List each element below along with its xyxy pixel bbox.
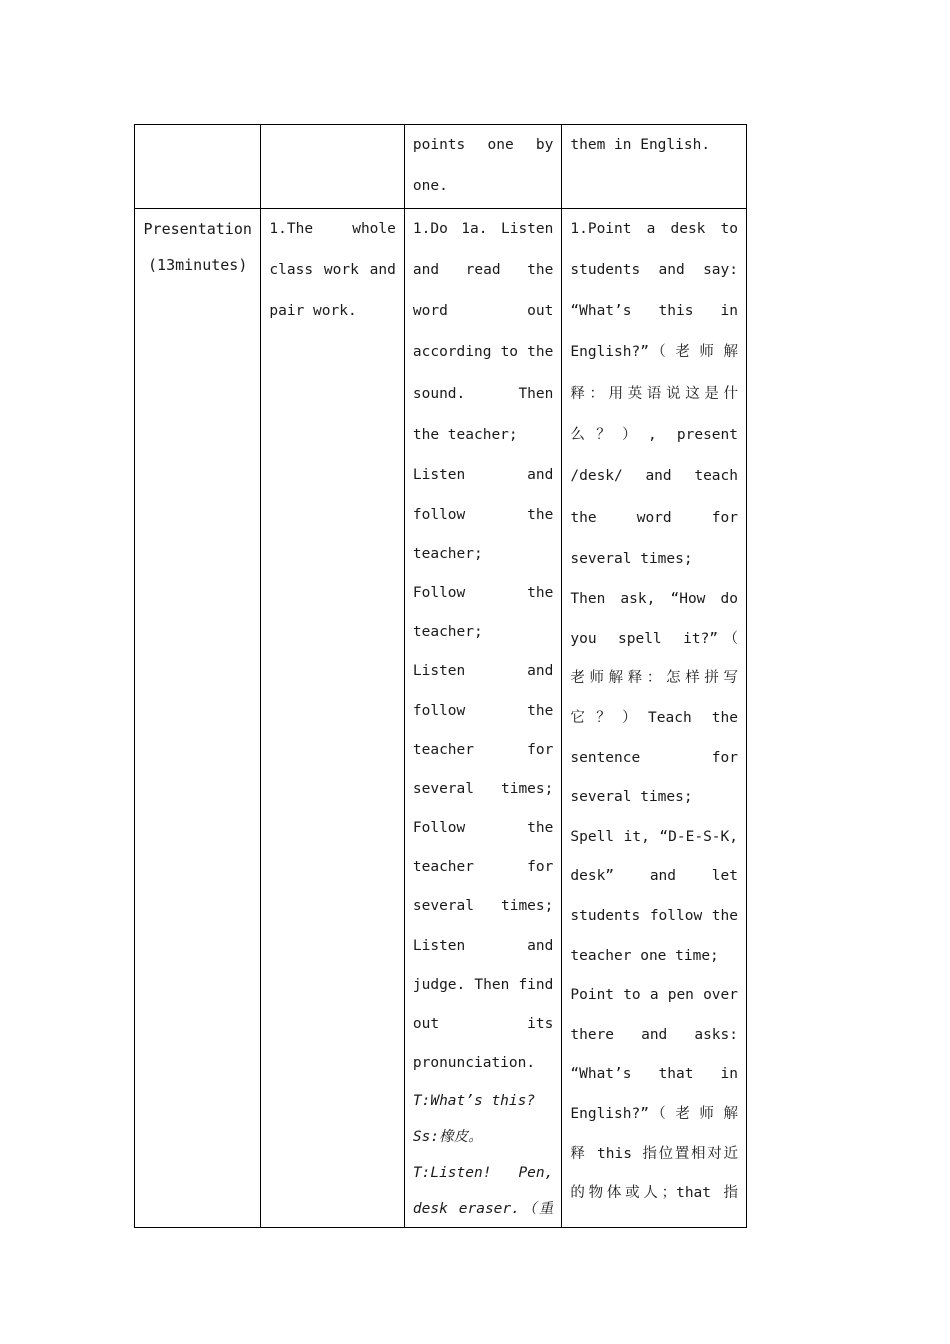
lesson-plan-table <box>134 124 747 1228</box>
text-line: 释 this 指位置相对近 <box>570 1145 738 1162</box>
text-line: the teacher; <box>412 427 518 444</box>
text-line: pronunciation. <box>412 1055 536 1072</box>
stage-title: Presentation <box>143 219 252 238</box>
text-line: out its <box>412 1016 554 1033</box>
text-line: Follow the <box>412 584 554 601</box>
text-line: points one by <box>412 137 554 153</box>
text-line: sentence for <box>570 749 738 766</box>
text-line: teacher for <box>412 859 554 876</box>
text-line: 么？）, present <box>570 427 738 444</box>
student-activity-cell <box>404 125 562 209</box>
text-line: several times; <box>412 898 554 915</box>
table-row <box>135 125 747 209</box>
text-line: teacher; <box>412 624 483 641</box>
text-line: Listen and <box>412 467 554 484</box>
text-line: the word for <box>570 509 738 526</box>
text-line: desk eraser.（重 <box>412 1201 554 1218</box>
text-line: one. <box>412 178 448 195</box>
text-line: pair work. <box>269 303 357 320</box>
text-line: 老师解释：怎样拼写 <box>570 670 738 687</box>
text-line: according to the <box>412 344 554 361</box>
student-activity-cell <box>404 208 562 1228</box>
text-line: 释：用英语说这是什 <box>570 385 738 402</box>
text-line: Then ask, “How do <box>570 591 738 608</box>
text-line: teacher for <box>412 741 554 758</box>
text-line: several times; <box>570 789 693 806</box>
text-line: Spell it, “D-E-S-K, <box>570 828 738 845</box>
text-line: T:What’s this? <box>412 1093 536 1110</box>
teacher-activity-cell <box>562 208 747 1228</box>
text-line: follow the <box>412 702 554 719</box>
text-line: students and say: <box>570 261 738 278</box>
text-line: Follow the <box>412 820 554 837</box>
text-line: Listen and <box>412 663 554 680</box>
text-line: class work and <box>269 261 396 278</box>
text-line: 1.Point a desk to <box>570 220 738 237</box>
text-line: Point to a pen over <box>570 987 738 1004</box>
text-line: 1.The whole <box>269 220 396 237</box>
mode-cell <box>261 125 404 209</box>
text-line: students follow the <box>570 908 738 925</box>
text-line: them in English. <box>570 137 711 153</box>
text-line: T:Listen! Pen, <box>412 1165 554 1182</box>
text-line: several times; <box>412 780 554 797</box>
text-line: English?”（老师解 <box>570 1105 738 1122</box>
text-line: 1.Do 1a. Listen <box>412 220 554 237</box>
text-line: word out <box>412 303 554 320</box>
text-line: you spell it?”（ <box>570 630 738 647</box>
text-line: teacher one time; <box>570 947 719 964</box>
text-line: and read the <box>412 261 554 278</box>
text-line: follow the <box>412 506 554 523</box>
table-row <box>135 208 747 1228</box>
teacher-activity-cell <box>562 125 747 209</box>
text-line: Ss:橡皮。 <box>412 1129 483 1146</box>
stage-cell <box>135 125 261 209</box>
text-line: teacher; <box>412 545 483 562</box>
text-line: “What’s this in <box>570 303 738 320</box>
text-line: 它？）Teach the <box>570 710 738 727</box>
mode-cell <box>261 208 404 1228</box>
text-line: there and asks: <box>570 1026 738 1043</box>
stage-cell <box>135 208 261 1228</box>
text-line: desk” and let <box>570 868 738 885</box>
text-line: “What’s that in <box>570 1066 738 1083</box>
text-line: 的物体或人；that 指 <box>570 1185 738 1202</box>
text-line: several times; <box>570 550 693 567</box>
text-line: Listen and <box>412 937 554 954</box>
text-line: English?”（老师解 <box>570 344 738 361</box>
text-line: /desk/ and teach <box>570 468 738 485</box>
text-line: sound. Then <box>412 385 554 402</box>
text-line: judge. Then find <box>412 976 554 993</box>
stage-duration: (13minutes) <box>148 255 248 274</box>
